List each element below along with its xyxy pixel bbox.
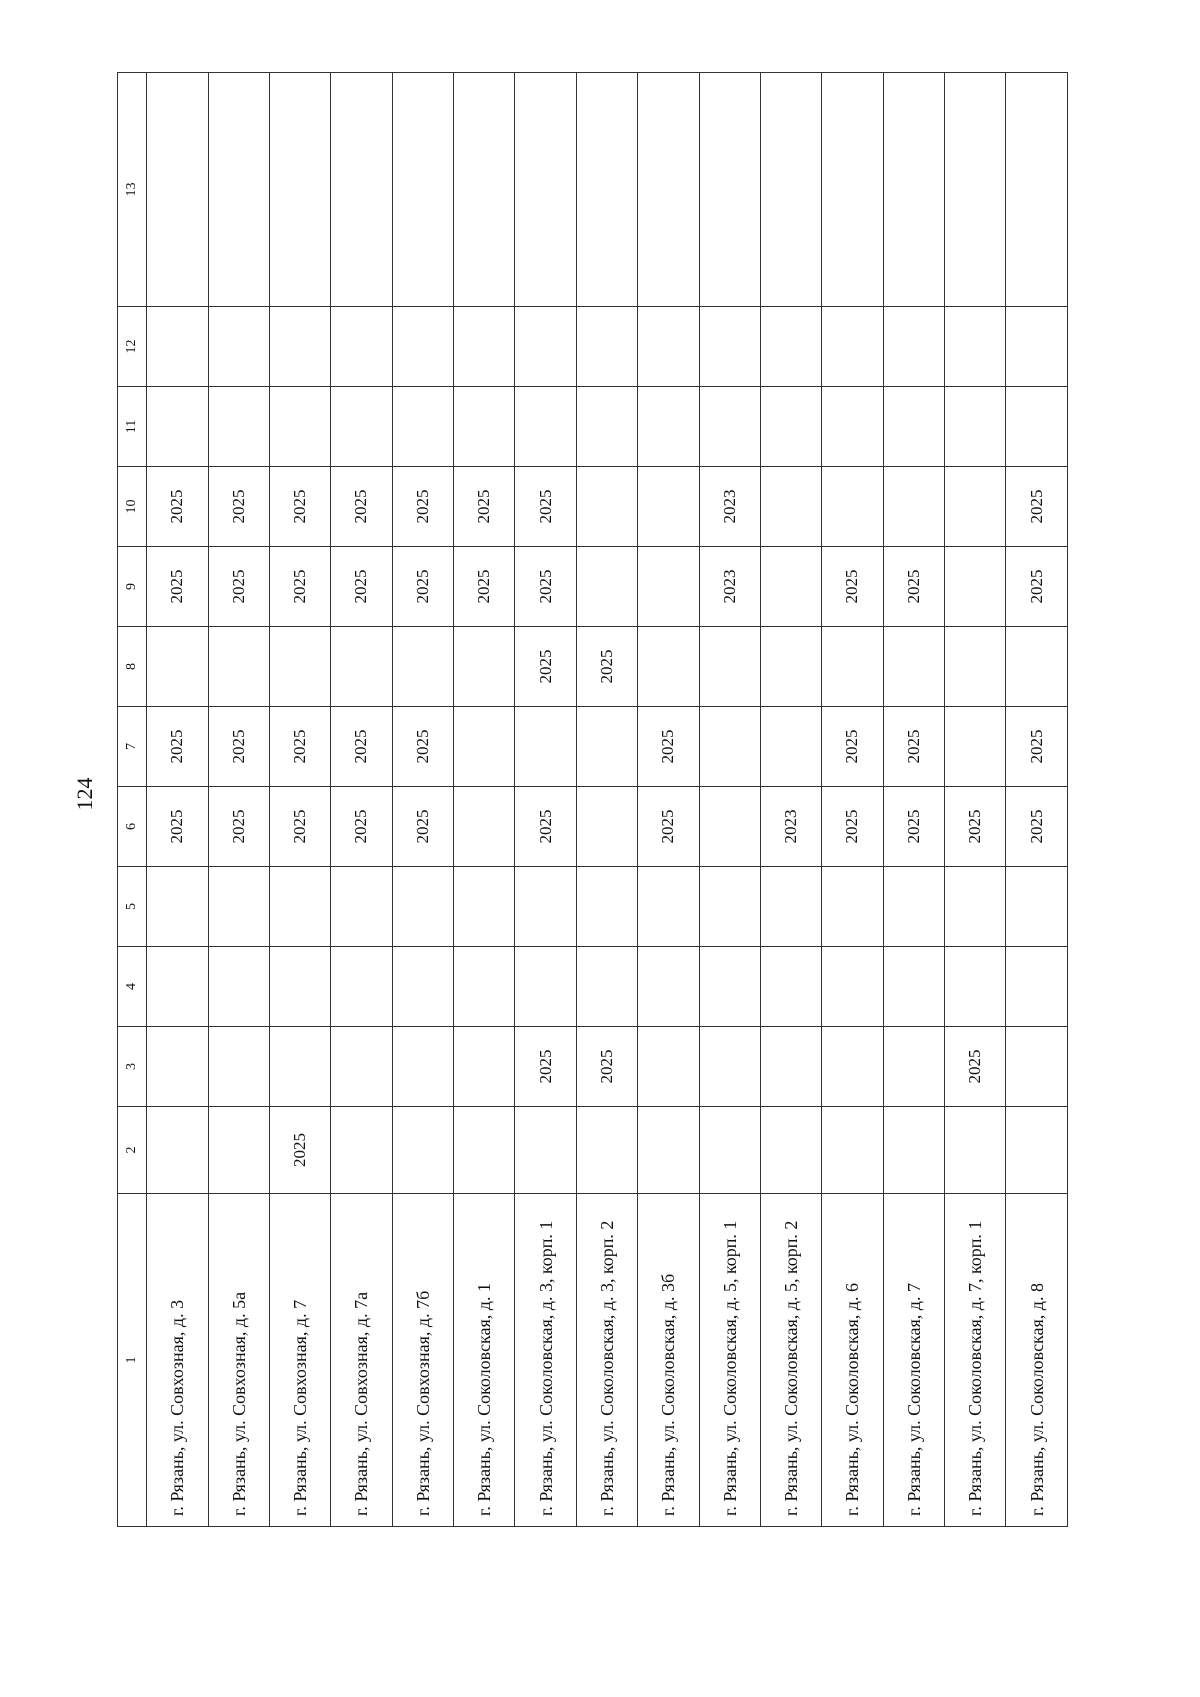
year-cell-col-6: 2025 [331,787,392,867]
address-cell: г. Рязань, ул. Совхозная, д. 7б [392,1194,453,1527]
year-cell-col-11 [208,387,269,467]
table-row [1006,73,1068,1527]
table-row [208,73,269,1527]
table-frame [117,73,1068,1527]
year-cell-col-4 [760,947,821,1027]
year-cell-col-3 [147,1027,208,1107]
address-cell: г. Рязань, ул. Соколовская, д. 5, корп. 1 [699,1194,760,1527]
table-row [576,73,637,1527]
year-cell-col-13 [515,73,576,307]
year-cell-col-10: 2025 [208,467,269,547]
year-cell-col-11 [392,387,453,467]
column-number-10: 10 [118,467,147,547]
year-cell-col-6: 2025 [883,787,944,867]
year-cell-col-9: 2025 [822,547,883,627]
year-cell-col-8 [147,627,208,707]
year-cell-col-5 [392,867,453,947]
year-cell-col-3 [638,1027,699,1107]
year-cell-col-7: 2025 [1006,707,1068,787]
year-cell-col-13 [269,73,330,307]
year-cell-col-7: 2025 [208,707,269,787]
year-cell-col-9: 2025 [515,547,576,627]
table-row [147,73,208,1527]
year-cell-col-2 [331,1107,392,1194]
year-cell-col-8 [392,627,453,707]
year-cell-col-4 [208,947,269,1027]
year-cell-col-9 [638,547,699,627]
address-cell: г. Рязань, ул. Соколовская, д. 3, корп. 2 [576,1194,637,1527]
year-cell-col-12 [208,307,269,387]
year-cell-col-9 [576,547,637,627]
year-cell-col-5 [576,867,637,947]
year-cell-col-13 [147,73,208,307]
year-cell-col-6 [454,787,515,867]
table-row [392,73,453,1527]
year-cell-col-9: 2025 [331,547,392,627]
year-cell-col-12 [699,307,760,387]
year-cell-col-5 [515,867,576,947]
year-cell-col-8: 2025 [576,627,637,707]
year-cell-col-2 [208,1107,269,1194]
year-cell-col-2 [822,1107,883,1194]
column-number-3: 3 [118,1027,147,1107]
year-cell-col-9: 2025 [392,547,453,627]
year-cell-col-5 [945,867,1006,947]
year-cell-col-13 [331,73,392,307]
column-number-4: 4 [118,947,147,1027]
year-cell-col-12 [147,307,208,387]
year-cell-col-5 [822,867,883,947]
year-cell-col-2 [392,1107,453,1194]
column-number-2: 2 [118,1107,147,1194]
year-cell-col-3 [392,1027,453,1107]
year-cell-col-3 [699,1027,760,1107]
address-cell: г. Рязань, ул. Соколовская, д. 1 [454,1194,515,1527]
year-cell-col-12 [945,307,1006,387]
year-cell-col-12 [576,307,637,387]
table-row [822,73,883,1527]
year-cell-col-5 [331,867,392,947]
year-cell-col-8: 2025 [515,627,576,707]
year-cell-col-7 [454,707,515,787]
year-cell-col-8 [1006,627,1068,707]
year-cell-col-5 [883,867,944,947]
year-cell-col-8 [883,627,944,707]
year-cell-col-2 [1006,1107,1068,1194]
year-cell-col-13 [208,73,269,307]
year-cell-col-3 [454,1027,515,1107]
year-cell-col-11 [638,387,699,467]
year-cell-col-7: 2025 [147,707,208,787]
year-cell-col-7: 2025 [269,707,330,787]
year-cell-col-3 [269,1027,330,1107]
year-cell-col-11 [269,387,330,467]
year-cell-col-3 [760,1027,821,1107]
address-cell: г. Рязань, ул. Соколовская, д. 7 [883,1194,944,1527]
year-cell-col-10 [760,467,821,547]
table-row [760,73,821,1527]
year-cell-col-7 [945,707,1006,787]
year-cell-col-3 [1006,1027,1068,1107]
year-cell-col-8 [638,627,699,707]
address-cell: г. Рязань, ул. Соколовская, д. 6 [822,1194,883,1527]
year-cell-col-2 [699,1107,760,1194]
year-cell-col-11 [945,387,1006,467]
year-cell-col-2 [147,1107,208,1194]
year-cell-col-9: 2025 [883,547,944,627]
year-cell-col-6: 2025 [208,787,269,867]
column-number-1: 1 [118,1194,147,1527]
year-cell-col-3: 2025 [576,1027,637,1107]
address-cell: г. Рязань, ул. Совхозная, д. 7 [269,1194,330,1527]
year-cell-col-10: 2025 [147,467,208,547]
year-cell-col-10 [576,467,637,547]
year-cell-col-3: 2025 [945,1027,1006,1107]
year-cell-col-9: 2025 [147,547,208,627]
year-cell-col-4 [392,947,453,1027]
year-cell-col-4 [269,947,330,1027]
year-cell-col-4 [515,947,576,1027]
year-cell-col-2 [576,1107,637,1194]
year-cell-col-7 [760,707,821,787]
year-cell-col-6: 2023 [760,787,821,867]
year-cell-col-13 [945,73,1006,307]
column-number-7: 7 [118,707,147,787]
year-cell-col-10: 2025 [454,467,515,547]
address-cell: г. Рязань, ул. Совхозная, д. 3 [147,1194,208,1527]
year-cell-col-5 [760,867,821,947]
year-cell-col-12 [822,307,883,387]
year-cell-col-9 [945,547,1006,627]
year-cell-col-11 [1006,387,1068,467]
year-cell-col-6 [699,787,760,867]
year-cell-col-9 [760,547,821,627]
year-cell-col-5 [208,867,269,947]
address-cell: г. Рязань, ул. Соколовская, д. 8 [1006,1194,1068,1527]
table-row [269,73,330,1527]
address-cell: г. Рязань, ул. Соколовская, д. 7, корп. 1 [945,1194,1006,1527]
year-cell-col-4 [822,947,883,1027]
header-row [118,73,147,1527]
year-cell-col-6 [576,787,637,867]
column-number-11: 11 [118,387,147,467]
year-cell-col-9: 2025 [1006,547,1068,627]
year-cell-col-5 [1006,867,1068,947]
year-cell-col-10: 2025 [392,467,453,547]
address-cell: г. Рязань, ул. Совхозная, д. 5а [208,1194,269,1527]
year-cell-col-11 [515,387,576,467]
year-cell-col-7: 2025 [638,707,699,787]
year-cell-col-4 [1006,947,1068,1027]
year-cell-col-10 [945,467,1006,547]
year-cell-col-13 [883,73,944,307]
year-cell-col-7 [576,707,637,787]
repair-schedule-table [117,72,1068,1527]
year-cell-col-4 [945,947,1006,1027]
year-cell-col-13 [760,73,821,307]
year-cell-col-11 [699,387,760,467]
year-cell-col-10: 2023 [699,467,760,547]
page-number: 124 [72,777,97,811]
table-row [454,73,515,1527]
year-cell-col-2 [638,1107,699,1194]
column-number-12: 12 [118,307,147,387]
year-cell-col-6: 2025 [392,787,453,867]
year-cell-col-7: 2025 [331,707,392,787]
year-cell-col-4 [331,947,392,1027]
year-cell-col-8 [331,627,392,707]
table-row [331,73,392,1527]
address-cell: г. Рязань, ул. Совхозная, д. 7а [331,1194,392,1527]
year-cell-col-5 [638,867,699,947]
year-cell-col-13 [392,73,453,307]
year-cell-col-12 [454,307,515,387]
year-cell-col-7: 2025 [822,707,883,787]
year-cell-col-7: 2025 [392,707,453,787]
year-cell-col-13 [699,73,760,307]
year-cell-col-2 [945,1107,1006,1194]
year-cell-col-9: 2025 [208,547,269,627]
year-cell-col-5 [454,867,515,947]
year-cell-col-10 [638,467,699,547]
year-cell-col-4 [883,947,944,1027]
table-row [515,73,576,1527]
year-cell-col-4 [454,947,515,1027]
year-cell-col-13 [454,73,515,307]
year-cell-col-7 [699,707,760,787]
year-cell-col-9: 2025 [269,547,330,627]
year-cell-col-4 [576,947,637,1027]
year-cell-col-11 [576,387,637,467]
year-cell-col-10 [822,467,883,547]
year-cell-col-2 [883,1107,944,1194]
year-cell-col-11 [147,387,208,467]
year-cell-col-12 [883,307,944,387]
year-cell-col-11 [822,387,883,467]
year-cell-col-4 [638,947,699,1027]
year-cell-col-8 [699,627,760,707]
table-row [883,73,944,1527]
year-cell-col-11 [760,387,821,467]
year-cell-col-10: 2025 [331,467,392,547]
year-cell-col-12 [1006,307,1068,387]
year-cell-col-13 [822,73,883,307]
year-cell-col-3 [883,1027,944,1107]
year-cell-col-8 [454,627,515,707]
year-cell-col-11 [454,387,515,467]
year-cell-col-2: 2025 [269,1107,330,1194]
year-cell-col-10: 2025 [1006,467,1068,547]
year-cell-col-10: 2025 [515,467,576,547]
year-cell-col-3: 2025 [515,1027,576,1107]
year-cell-col-6: 2025 [269,787,330,867]
column-number-5: 5 [118,867,147,947]
year-cell-col-5 [699,867,760,947]
column-number-6: 6 [118,787,147,867]
year-cell-col-5 [269,867,330,947]
year-cell-col-3 [331,1027,392,1107]
year-cell-col-6: 2025 [638,787,699,867]
year-cell-col-12 [638,307,699,387]
column-number-13: 13 [118,73,147,307]
column-number-8: 8 [118,627,147,707]
year-cell-col-10 [883,467,944,547]
year-cell-col-10: 2025 [269,467,330,547]
year-cell-col-9: 2023 [699,547,760,627]
year-cell-col-8 [945,627,1006,707]
year-cell-col-2 [454,1107,515,1194]
year-cell-col-11 [331,387,392,467]
year-cell-col-9: 2025 [454,547,515,627]
column-number-9: 9 [118,547,147,627]
year-cell-col-4 [699,947,760,1027]
year-cell-col-4 [147,947,208,1027]
address-cell: г. Рязань, ул. Соколовская, д. 5, корп. 2 [760,1194,821,1527]
table-row [945,73,1006,1527]
year-cell-col-6: 2025 [822,787,883,867]
table-row [638,73,699,1527]
year-cell-col-11 [883,387,944,467]
address-cell: г. Рязань, ул. Соколовская, д. 3, корп. 1 [515,1194,576,1527]
table-row [699,73,760,1527]
year-cell-col-5 [147,867,208,947]
year-cell-col-7: 2025 [883,707,944,787]
year-cell-col-13 [576,73,637,307]
year-cell-col-12 [269,307,330,387]
year-cell-col-6: 2025 [147,787,208,867]
year-cell-col-12 [331,307,392,387]
year-cell-col-13 [1006,73,1068,307]
year-cell-col-8 [208,627,269,707]
year-cell-col-3 [208,1027,269,1107]
year-cell-col-7 [515,707,576,787]
address-cell: г. Рязань, ул. Соколовская, д. 3б [638,1194,699,1527]
year-cell-col-6: 2025 [515,787,576,867]
year-cell-col-13 [638,73,699,307]
year-cell-col-12 [392,307,453,387]
year-cell-col-2 [760,1107,821,1194]
year-cell-col-12 [760,307,821,387]
rotated-table-wrapper [117,73,1068,1527]
year-cell-col-8 [822,627,883,707]
year-cell-col-3 [822,1027,883,1107]
year-cell-col-8 [760,627,821,707]
year-cell-col-6: 2025 [1006,787,1068,867]
year-cell-col-12 [515,307,576,387]
year-cell-col-6: 2025 [945,787,1006,867]
year-cell-col-8 [269,627,330,707]
year-cell-col-2 [515,1107,576,1194]
